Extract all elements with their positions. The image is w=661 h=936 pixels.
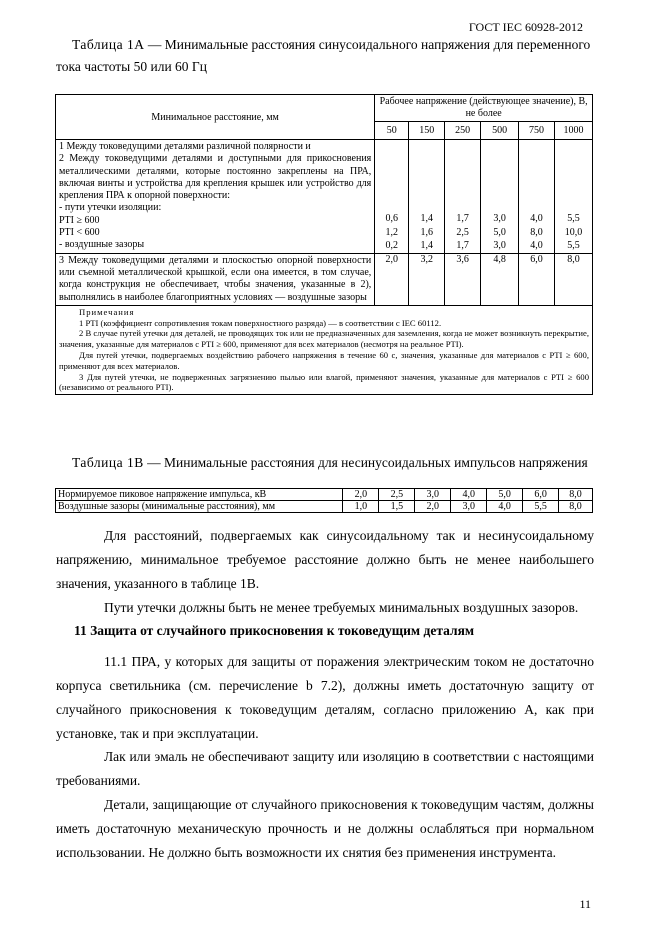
cell-value: 4,0 <box>530 213 543 225</box>
row2-value: 3,2 <box>409 253 445 305</box>
cell-value: 4,0 <box>530 240 543 252</box>
cell-value: 1,2 <box>385 226 398 238</box>
paragraph: Для расстояний, подвергаемых как синусоидальному так и несинусоидальному напряжению, минимальное требуемое расстояние должно быть не менее наибольшего значения, указанного в таблице 1В. <box>56 528 594 591</box>
row2-value: 4,8 <box>481 253 519 305</box>
note-item: 2 В случае путей утечки для деталей, не проводящих ток или не предназначенных для заземления, когда не может возникнуть перекрытие, значения, указанные для материалов с PTI ≥ 600, применяют для всех материалов (несмотря на реальное PTI). <box>59 328 589 350</box>
impulse-value: 2,5 <box>379 489 415 501</box>
row2-value: 6,0 <box>519 253 555 305</box>
note-item: Для путей утечки, подвергаемых воздействию рабочего напряжения в течение 60 с, значения, указанные для материалов с PTI ≥ 600, применяют для всех материалов. <box>59 350 589 371</box>
clearance-value: 5,5 <box>523 501 559 513</box>
row1-values-1000 <box>554 140 592 254</box>
table-row <box>56 140 593 254</box>
cell-value: 3,0 <box>493 240 506 252</box>
row1-line: - воздушные зазоры <box>59 239 145 251</box>
notes-title: Примечания <box>79 306 135 317</box>
row1-values-150 <box>409 140 445 254</box>
row1-values-500 <box>481 140 519 254</box>
page-number: 11 <box>579 897 591 911</box>
clearance-label: Воздушные зазоры (минимальные расстояния), мм <box>56 501 343 513</box>
row2-value: 8,0 <box>554 253 592 305</box>
impulse-voltage-label: Нормируемое пиковое напряжение импульса, кВ <box>56 489 343 501</box>
clearance-value: 4,0 <box>487 501 523 513</box>
impulse-value: 5,0 <box>487 489 523 501</box>
table-row <box>56 501 593 513</box>
col-header-voltage: Рабочее напряжение (действующее значение), В, не более <box>375 95 593 122</box>
cell-value: 1,6 <box>420 226 433 238</box>
cell-value: 1,4 <box>420 213 433 225</box>
col-header-distance: Минимальное расстояние, мм <box>56 95 375 140</box>
clearance-value: 1,0 <box>343 501 379 513</box>
clearance-value: 1,5 <box>379 501 415 513</box>
paragraph: 11.1 ПРА, у которых для защиты от поражения электрическим током не достаточно корпуса светильника (см. перечисление b 7.2), должны иметь достаточную защиту от случайного прикосновения к токоведущим деталям, согласно приложению А, как при установке, так и при эксплуатации. <box>56 654 594 741</box>
row1-values-50 <box>375 140 409 254</box>
row1-line: - пути утечки изоляции: <box>59 202 162 214</box>
voltage-150: 150 <box>409 122 445 140</box>
clearance-value: 2,0 <box>415 501 451 513</box>
table-1a-label: Таблица 1А <box>72 37 145 52</box>
cell-value: 3,0 <box>493 213 506 225</box>
impulse-value: 6,0 <box>523 489 559 501</box>
voltage-750: 750 <box>519 122 555 140</box>
voltage-50: 50 <box>375 122 409 140</box>
clearance-value: 8,0 <box>559 501 593 513</box>
cell-value: 0,2 <box>385 240 398 252</box>
voltage-1000: 1000 <box>554 122 592 140</box>
table-row <box>56 489 593 501</box>
table-notes <box>56 305 593 394</box>
paragraph: Детали, защищающие от случайного прикосновения к токоведущим частям, должны иметь достаточную механическую прочность и не должны ослабляться при нормальном использовании. Не должно быть возможности их снятия без применения инструмента. <box>56 797 594 860</box>
cell-value: 2,5 <box>456 226 469 238</box>
table-1a <box>55 94 593 395</box>
impulse-value: 2,0 <box>343 489 379 501</box>
cell-value: 5,5 <box>567 240 580 252</box>
row2-text: 3 Между токоведущими деталями и плоскостью опорной поверхности или съемной металлической крышкой, если она имеется, в том случае, когда конструкция не обеспечивает, чтобы значения, указанные в 2), выполнялись в наиболее благоприятных условиях — воздушные зазоры <box>56 253 375 305</box>
cell-value: 5,0 <box>493 226 506 238</box>
note-item: 3 Для путей утечки, не подверженных загрязнению пылью или влагой, применяют значения, указанные для материалов с PTI ≥ 600 (независимо от реального PTI). <box>59 371 589 393</box>
row1-text <box>56 140 375 254</box>
notes-row <box>56 305 593 394</box>
cell-value: 1,4 <box>420 240 433 252</box>
paragraph: Пути утечки должны быть не менее требуемых минимальных воздушных зазоров. <box>104 600 579 615</box>
row2-value: 3,6 <box>445 253 481 305</box>
row1-line: PTI < 600 <box>59 227 100 239</box>
table-1b <box>55 488 593 513</box>
table-1b-label: Таблица 1В <box>72 455 144 470</box>
impulse-value: 3,0 <box>415 489 451 501</box>
section-heading: 11 Защита от случайного прикосновения к токоведущим деталям <box>74 623 475 638</box>
cell-value: 0,6 <box>385 213 398 225</box>
table-1b-title: — Минимальные расстояния для несинусоидальных импульсов напряжения <box>143 455 588 470</box>
cell-value: 8,0 <box>530 226 543 238</box>
clearance-value: 3,0 <box>451 501 487 513</box>
voltage-250: 250 <box>445 122 481 140</box>
paragraph: Лак или эмаль не обеспечивают защиту или изоляцию в соответствии с настоящими требованиями. <box>56 749 594 788</box>
cell-value: 1,7 <box>456 240 469 252</box>
row1-line: 1 Между токоведущими деталями различной полярности и <box>59 141 311 152</box>
table-row <box>56 253 593 305</box>
cell-value: 1,7 <box>456 213 469 225</box>
voltage-500: 500 <box>481 122 519 140</box>
document-id: ГОСТ IEC 60928-2012 <box>468 20 583 34</box>
table-1a-caption <box>56 34 596 78</box>
row1-line: PTI ≥ 600 <box>59 214 100 226</box>
row1-line: 2 Между токоведущими деталями и доступными для прикосновения металлическими деталями, которые постоянно закреплены на ПРА, включая винты и устройства для крепления крышек или устройство для крепления ПРА к опорной поверхности: <box>59 153 372 202</box>
table-1b-caption <box>56 452 616 474</box>
row1-values-750 <box>519 140 555 254</box>
row1-values-250 <box>445 140 481 254</box>
impulse-value: 4,0 <box>451 489 487 501</box>
note-item: 1 PTI (коэффициент сопротивления токам поверхностного разряда) — в соответствии с IEC 60112. <box>79 317 442 328</box>
row2-value: 2,0 <box>375 253 409 305</box>
cell-value: 10,0 <box>564 226 583 238</box>
cell-value: 5,5 <box>567 213 580 225</box>
impulse-value: 8,0 <box>559 489 593 501</box>
table-1a-title: — Минимальные расстояния синусоидального напряжения для переменного тока частоты 50 или 60 Гц <box>56 37 591 74</box>
